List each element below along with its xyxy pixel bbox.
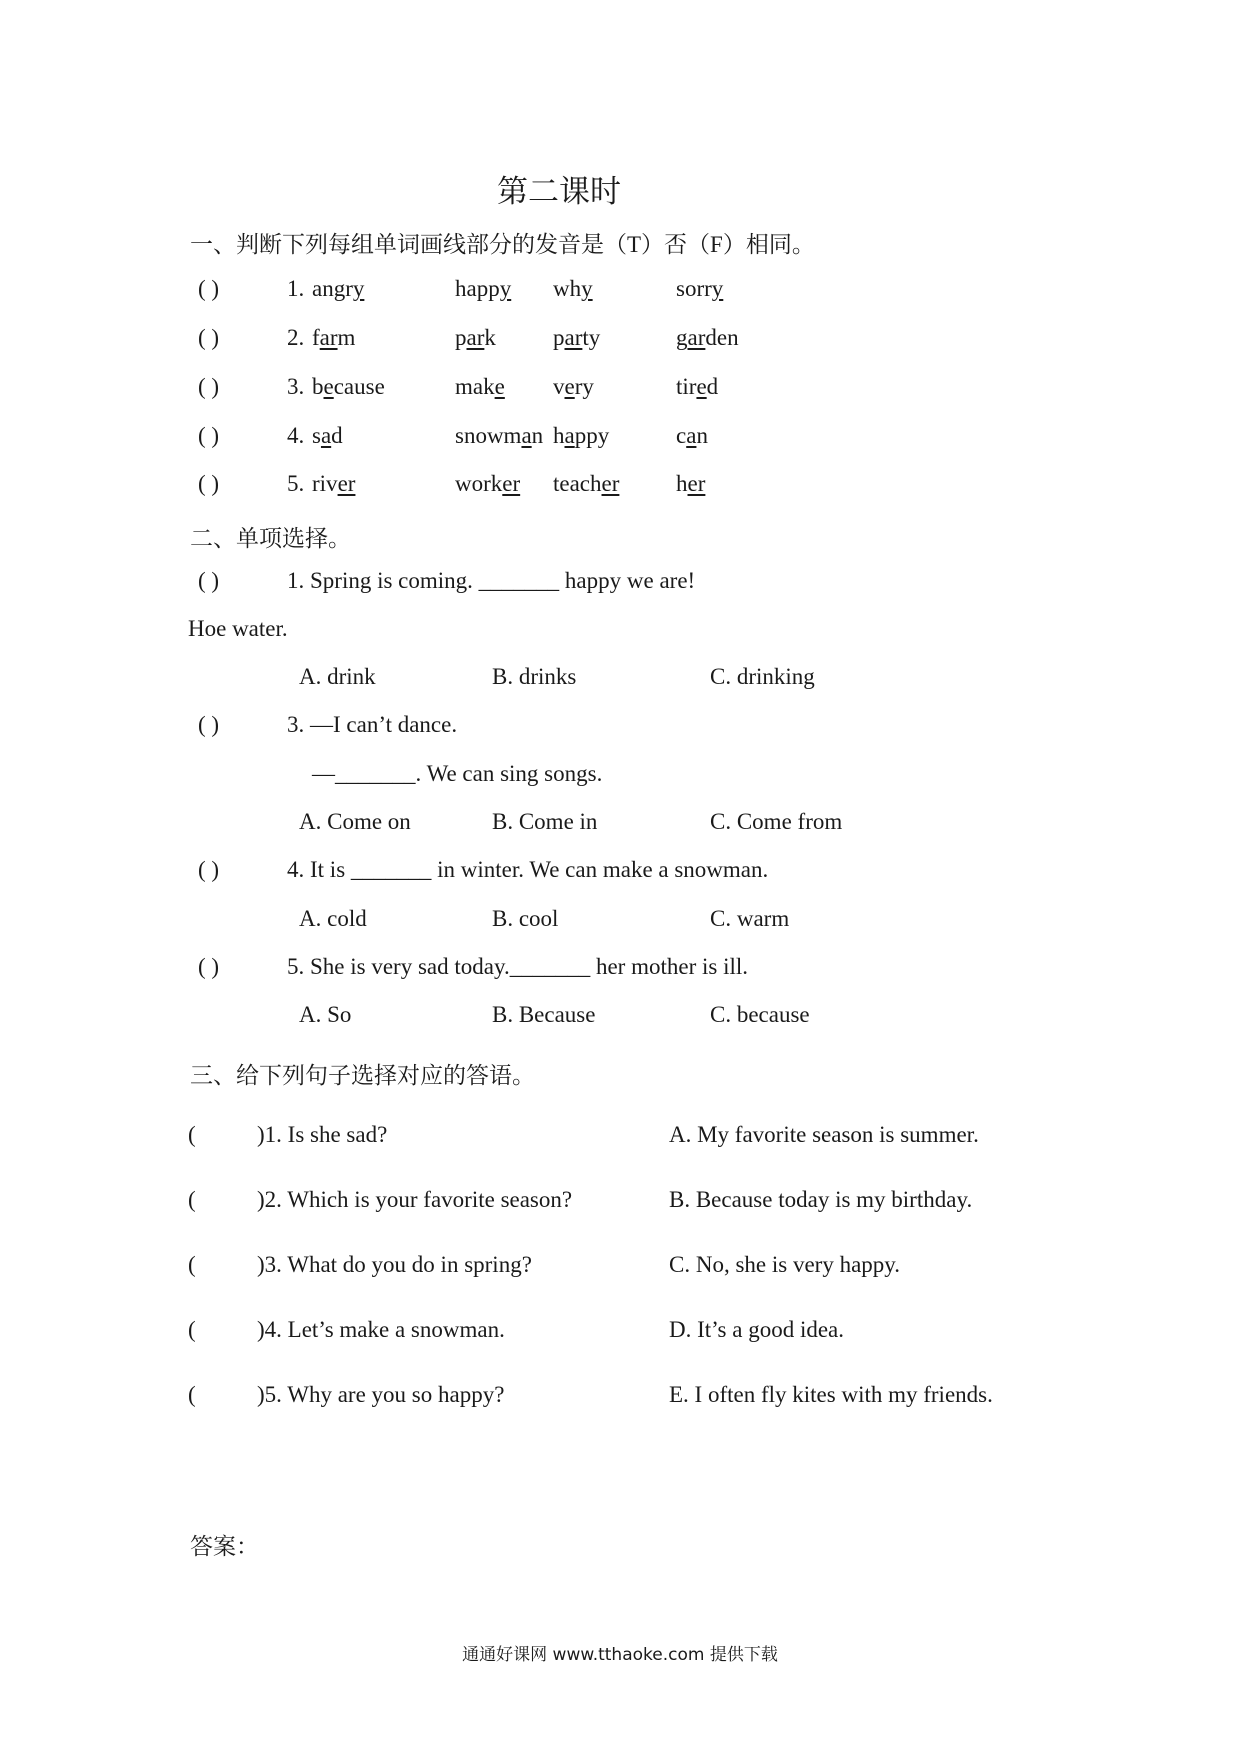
word-part: cause bbox=[333, 374, 385, 399]
word-part: v bbox=[553, 374, 565, 399]
underlined-letters: a bbox=[686, 423, 697, 448]
underlined-letters: y bbox=[581, 276, 593, 301]
word-part: teach bbox=[553, 471, 602, 496]
word bbox=[676, 325, 739, 351]
question-3-text: 3. —I can’t dance. bbox=[287, 712, 458, 737]
word bbox=[312, 325, 355, 351]
answer-blank[interactable]: ( ) bbox=[198, 374, 220, 399]
match-question: )3. What do you do in spring? bbox=[257, 1252, 532, 1277]
word-part: snowm bbox=[455, 423, 522, 448]
word-part: c bbox=[676, 423, 687, 448]
underlined-letters: ar bbox=[466, 325, 485, 350]
option-c: C. because bbox=[710, 1002, 810, 1027]
underlined-letters: er bbox=[337, 471, 356, 496]
page-title: 第二课时 bbox=[497, 174, 621, 209]
section-2-heading: 二、单项选择。 bbox=[190, 526, 351, 551]
underlined-letters: er bbox=[687, 471, 706, 496]
word bbox=[312, 374, 385, 400]
match-question: )4. Let’s make a snowman. bbox=[257, 1317, 505, 1342]
answer-blank[interactable]: ( ) bbox=[198, 325, 220, 350]
answer-blank[interactable]: ( bbox=[188, 1382, 196, 1407]
underlined-letters: y bbox=[352, 276, 365, 301]
word bbox=[455, 325, 496, 351]
word-part: tir bbox=[676, 374, 697, 399]
answer-blank[interactable]: ( ) bbox=[198, 857, 220, 882]
match-answer: B. Because today is my birthday. bbox=[669, 1187, 973, 1212]
underlined-letters: e bbox=[696, 374, 707, 399]
answers-label: 答案： bbox=[190, 1534, 259, 1559]
match-question: )5. Why are you so happy? bbox=[257, 1382, 505, 1407]
underlined-letters: a bbox=[564, 423, 575, 448]
match-question: )2. Which is your favorite season? bbox=[257, 1187, 573, 1212]
underlined-letters: e bbox=[494, 374, 505, 399]
item-number: 5. bbox=[287, 471, 305, 496]
word-part: mak bbox=[455, 374, 495, 399]
option-a: A. So bbox=[299, 1002, 352, 1027]
word bbox=[676, 276, 723, 302]
answer-blank[interactable]: ( ) bbox=[198, 954, 220, 979]
word-part: h bbox=[676, 471, 688, 496]
underlined-letters: a bbox=[521, 423, 532, 448]
word bbox=[553, 374, 594, 400]
option-a: A. Come on bbox=[299, 809, 411, 834]
match-answer: A. My favorite season is summer. bbox=[669, 1122, 979, 1147]
word bbox=[455, 423, 543, 449]
word-part: g bbox=[676, 325, 688, 350]
answer-blank[interactable]: ( bbox=[188, 1122, 196, 1147]
item-number: 2. bbox=[287, 325, 305, 350]
word-part: sorr bbox=[676, 276, 712, 301]
word bbox=[312, 471, 355, 497]
section-3-heading: 三、给下列句子选择对应的答语。 bbox=[190, 1063, 535, 1088]
option-a: A. drink bbox=[299, 664, 376, 689]
answer-blank[interactable]: ( ) bbox=[198, 568, 220, 593]
answer-blank[interactable]: ( bbox=[188, 1317, 196, 1342]
option-c: C. drinking bbox=[710, 664, 815, 689]
word bbox=[455, 374, 505, 400]
word-part: work bbox=[455, 471, 503, 496]
underlined-letters: y bbox=[711, 276, 724, 301]
word bbox=[553, 423, 609, 449]
question-4-text: 4. It is _______ in winter. We can make a snowman. bbox=[287, 857, 769, 882]
word-part: angr bbox=[312, 276, 353, 301]
item-number: 3. bbox=[287, 374, 305, 399]
option-c: C. Come from bbox=[710, 809, 843, 834]
option-b: B. drinks bbox=[492, 664, 577, 689]
question-5-text: 5. She is very sad today._______ her mother is ill. bbox=[287, 954, 748, 979]
item-number: 4. bbox=[287, 423, 305, 448]
word-part: wh bbox=[553, 276, 582, 301]
underlined-letters: ar bbox=[564, 325, 583, 350]
word bbox=[553, 276, 593, 302]
underlined-letters: e bbox=[323, 374, 334, 399]
underlined-letters: ar bbox=[319, 325, 338, 350]
underlined-letters: er bbox=[502, 471, 521, 496]
word bbox=[553, 471, 619, 497]
word-part: d bbox=[331, 423, 343, 448]
item-number: 1. bbox=[287, 276, 305, 301]
answer-blank[interactable]: ( bbox=[188, 1187, 196, 1212]
question-2-text: Hoe water. bbox=[188, 616, 288, 641]
word-part: m bbox=[337, 325, 356, 350]
word-part: d bbox=[706, 374, 719, 399]
match-answer: E. I often fly kites with my friends. bbox=[669, 1382, 993, 1407]
word-part: den bbox=[705, 325, 739, 350]
word-part: p bbox=[553, 325, 565, 350]
word-part: ty bbox=[582, 325, 601, 350]
underlined-letters: e bbox=[564, 374, 575, 399]
word-part: n bbox=[696, 423, 708, 448]
word-part: ry bbox=[574, 374, 594, 399]
word bbox=[455, 276, 511, 302]
word-part: b bbox=[312, 374, 324, 399]
word bbox=[676, 471, 705, 497]
word-part: f bbox=[312, 325, 320, 350]
answer-blank[interactable]: ( ) bbox=[198, 712, 220, 737]
match-answer: D. It’s a good idea. bbox=[669, 1317, 845, 1342]
word-part: happ bbox=[455, 276, 500, 301]
option-c: C. warm bbox=[710, 906, 790, 931]
word-part: ppy bbox=[574, 423, 610, 448]
word-part: n bbox=[531, 423, 544, 448]
option-b: B. Come in bbox=[492, 809, 598, 834]
answer-blank[interactable]: ( ) bbox=[198, 471, 220, 496]
option-b: B. cool bbox=[492, 906, 559, 931]
question-3-reply: —_______. We can sing songs. bbox=[312, 761, 603, 786]
word-part: p bbox=[455, 325, 467, 350]
word-part: h bbox=[553, 423, 565, 448]
word bbox=[676, 374, 718, 400]
word-part: riv bbox=[312, 471, 338, 496]
underlined-letters: er bbox=[601, 471, 620, 496]
word bbox=[553, 325, 600, 351]
underlined-letters: y bbox=[499, 276, 512, 301]
word-part: s bbox=[312, 423, 321, 448]
underlined-letters: ar bbox=[687, 325, 706, 350]
underlined-letters: a bbox=[320, 423, 332, 448]
word bbox=[676, 423, 708, 449]
word bbox=[455, 471, 520, 497]
answer-blank[interactable]: ( bbox=[188, 1252, 196, 1277]
option-b: B. Because bbox=[492, 1002, 596, 1027]
word bbox=[312, 423, 343, 449]
section-1-heading: 一、判断下列每组单词画线部分的发音是（T）否（F）相同。 bbox=[190, 232, 815, 257]
option-a: A. cold bbox=[299, 906, 367, 931]
match-answer: C. No, she is very happy. bbox=[669, 1252, 901, 1277]
answer-blank[interactable]: ( ) bbox=[198, 276, 220, 301]
footer-credit: 通通好课网 www.tthaoke.com 提供下载 bbox=[462, 1645, 778, 1665]
question-1-text: 1. Spring is coming. _______ happy we are! bbox=[287, 568, 696, 593]
answer-blank[interactable]: ( ) bbox=[198, 423, 220, 448]
match-question: )1. Is she sad? bbox=[257, 1122, 388, 1147]
word-part: k bbox=[484, 325, 496, 350]
word bbox=[312, 276, 364, 302]
